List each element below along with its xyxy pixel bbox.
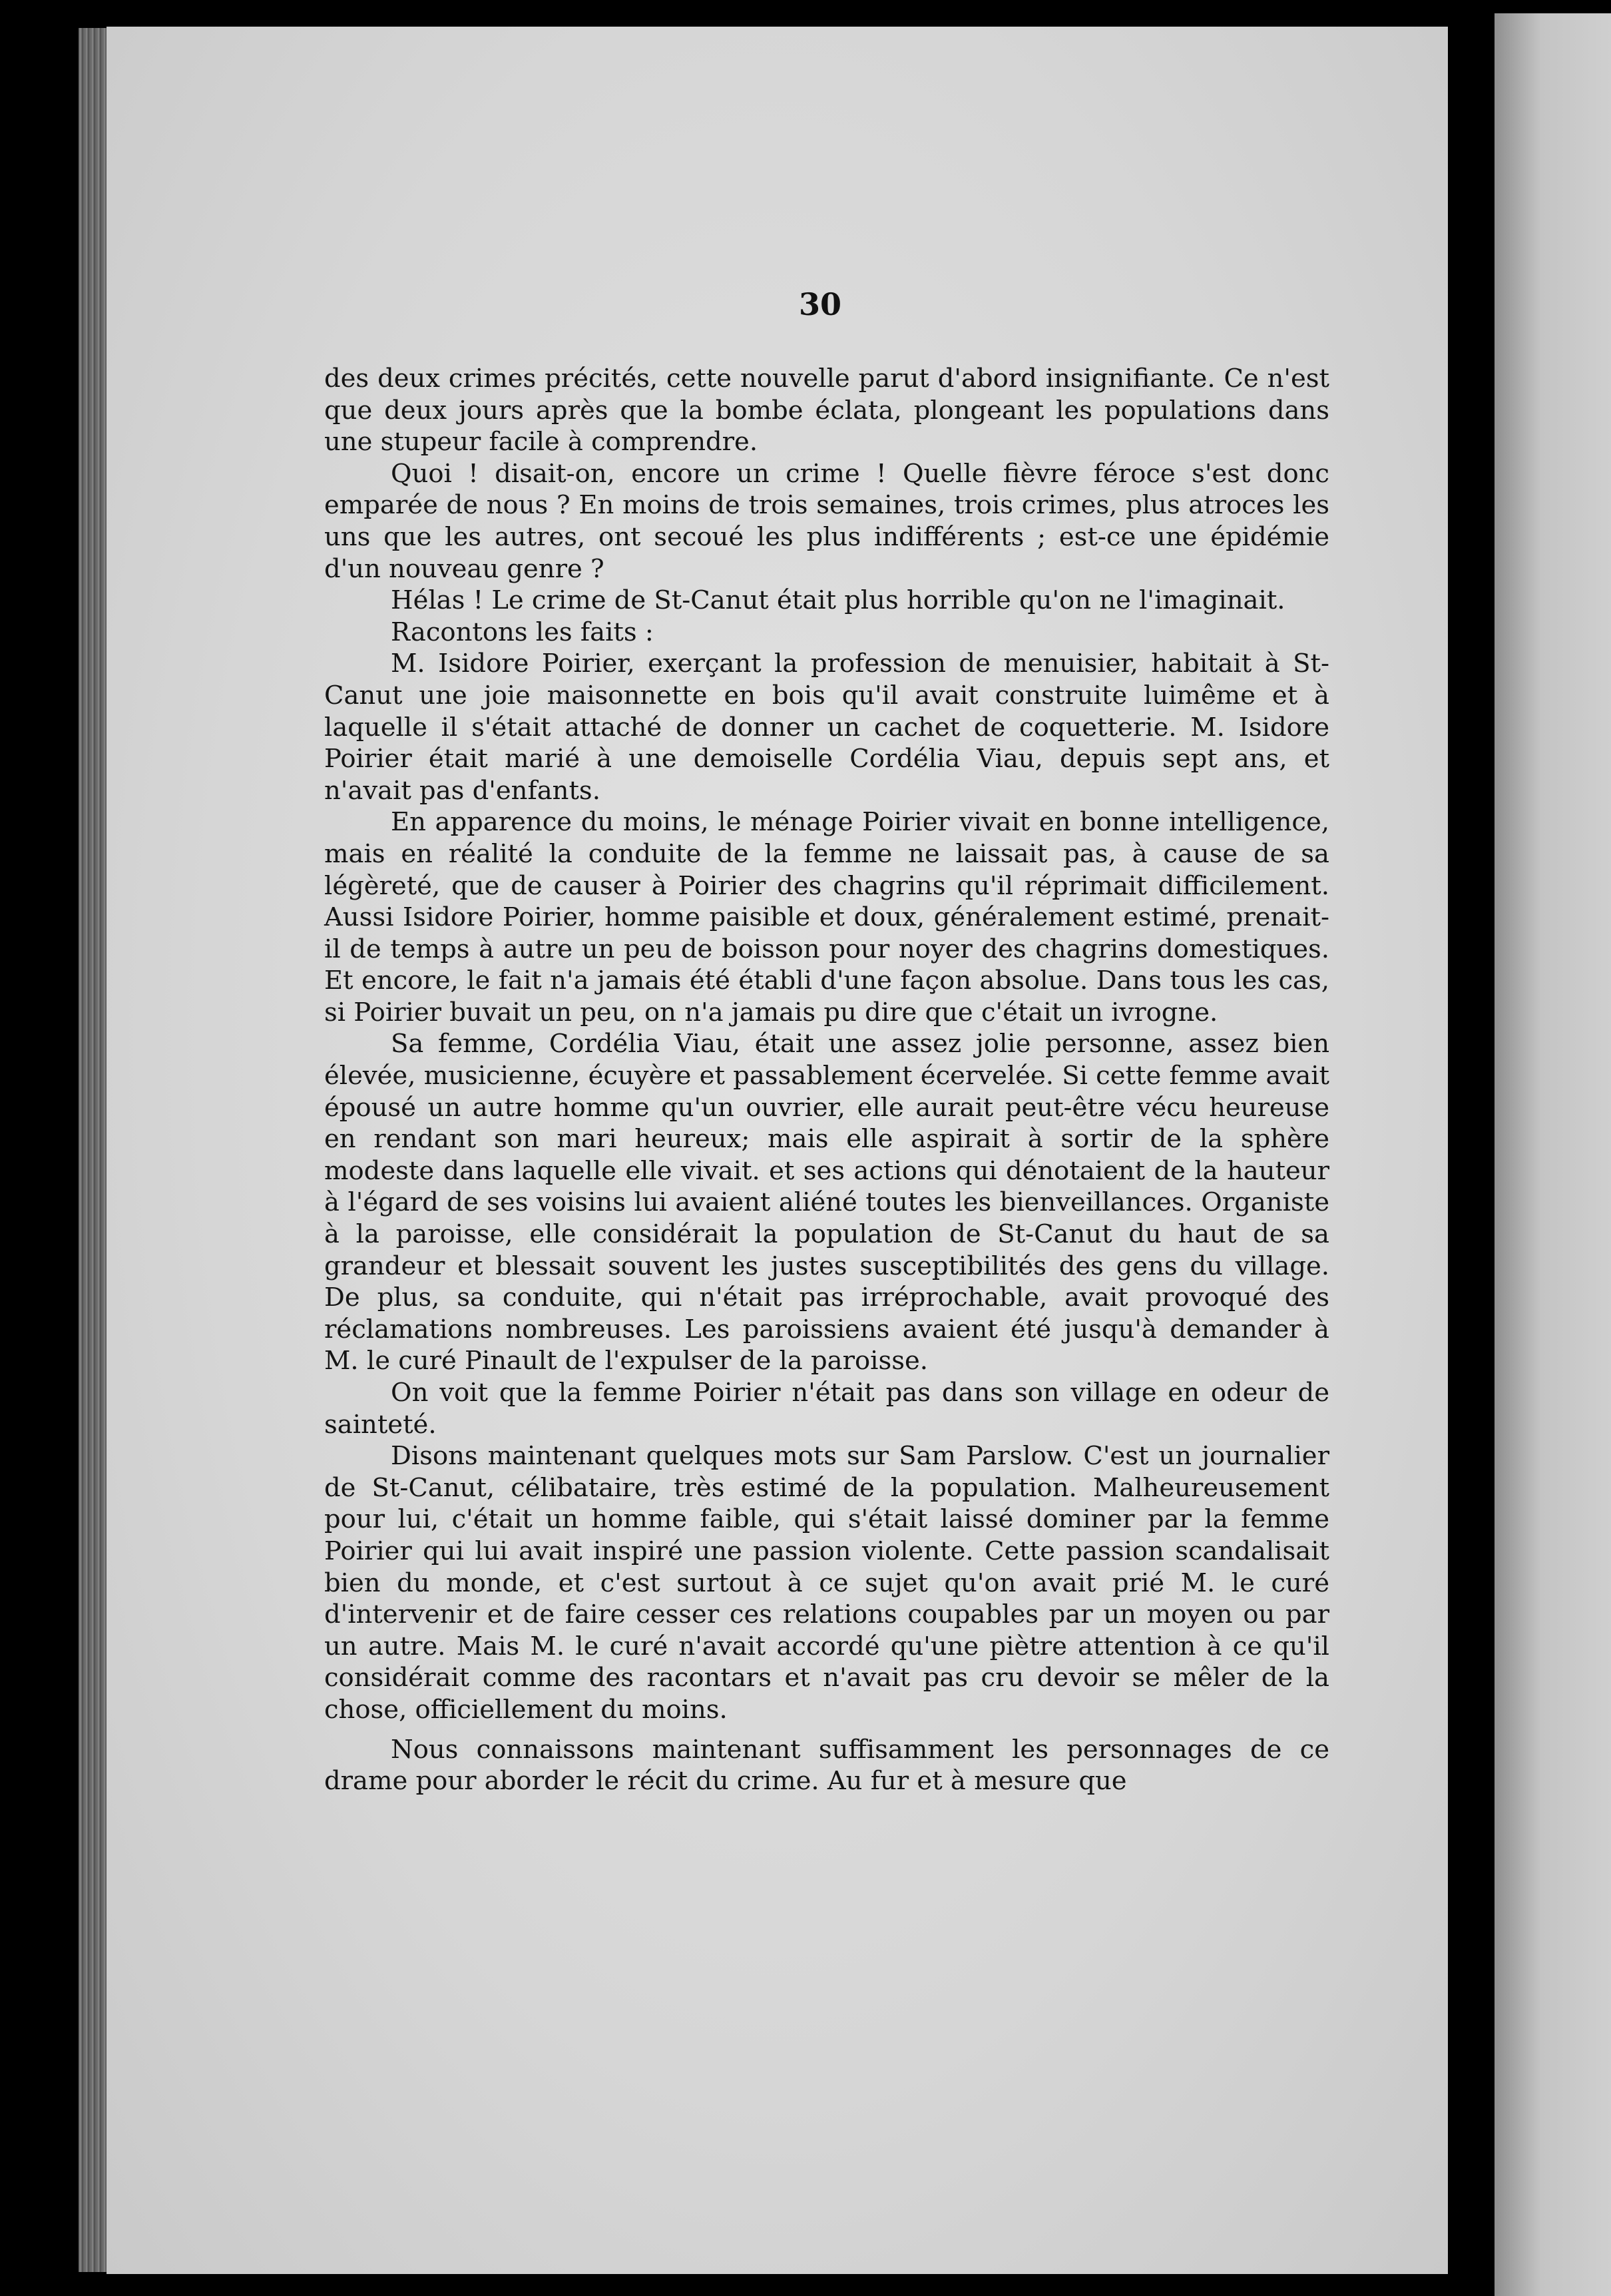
- paragraph: On voit que la femme Poirier n'était pas dans son village en odeur de sainteté.: [324, 1378, 1329, 1440]
- paragraph: En apparence du moins, le ménage Poirier vivait en bonne intelligence, mais en réalité la conduite de la femme ne laissait pas, à cause de sa légèreté, que de causer à Poirier des chagrins qu'il réprimait difficilement. Aussi Isidore Poirier, homme paisible et doux, généralement estimé, prenait-il de temps à autre un peu de boisson pour noyer des chagrins domestiques. Et encore, le fait n'a jamais été établi d'une façon absolue. Dans tous les cas, si Poirier buvait un peu, on n'a jamais pu dire que c'était un ivrogne.: [324, 807, 1329, 1027]
- paragraph: Quoi ! disait-on, encore un crime ! Quelle fièvre féroce s'est donc emparée de nous ? En moins de trois semaines, trois crimes, plus atroces les uns que les autres, ont secoué les plus indifférents ; est-ce une épidémie d'un nouveau genre ?: [324, 458, 1329, 584]
- facing-page-edge: [1495, 13, 1611, 2296]
- book-gutter: [1448, 0, 1495, 2296]
- paragraph: Racontons les faits :: [391, 617, 654, 647]
- paragraph: Nous connaissons maintenant suffisamment les personnages de ce drame pour aborder le récit du crime. Au fur et à mesure que: [324, 1734, 1329, 1797]
- paragraph: Disons maintenant quelques mots sur Sam Parslow. C'est un journalier de St-Canut, célibataire, très estimé de la population. Malheureusement pour lui, c'était un homme faible, qui s'était laissé dominer par la femme Poirier qui lui avait inspiré une passion violente. Cette passion scandalisait bien du monde, et c'est surtout à ce sujet qu'on avait prié M. le curé d'intervenir et de faire cesser ces relations coupables par un moyen ou par un autre. Mais M. le curé n'avait accordé qu'une piètre attention à ce qu'il considérait comme des racontars et n'avait pas cru devoir se mêler de la chose, officiellement du moins.: [324, 1441, 1329, 1725]
- page-number: 30: [799, 286, 842, 322]
- paragraph: Sa femme, Cordélia Viau, était une assez jolie personne, assez bien élevée, musicienne, écuyère et passablement écervelée. Si cette femme avait épousé un autre homme qu'un ouvrier, elle aurait peut-être vécu heureuse en rendant son mari heureux; mais elle aspirait à sortir de la sphère modeste dans laquelle elle vivait. et ses actions qui dénotaient de la hauteur à l'égard de ses voisins lui avaient aliéné toutes les bienveillances. Organiste à la paroisse, elle considérait la population de St-Canut du haut de sa grandeur et blessait souvent les justes susceptibilités des gens du village. De plus, sa conduite, qui n'était pas irréprochable, avait provoqué des réclamations nombreuses. Les paroissiens avaient été jusqu'à demander à M. le curé Pinault de l'expulser de la paroisse.: [324, 1029, 1329, 1376]
- paragraph: Hélas ! Le crime de St-Canut était plus horrible qu'on ne l'imaginait.: [391, 585, 1285, 616]
- body-text: [324, 363, 1329, 1797]
- paragraph: M. Isidore Poirier, exerçant la profession de menuisier, habitait à St-Canut une joie maisonnette en bois qu'il avait construite luimême et à laquelle il s'était attaché de donner un cachet de coquetterie. M. Isidore Poirier était marié à une demoiselle Cordélia Viau, depuis sept ans, et n'avait pas d'enfants.: [324, 649, 1329, 806]
- paragraph: des deux crimes précités, cette nouvelle parut d'abord insignifiante. Ce n'est que deux jours après que la bombe éclata, plongeant les populations dans une stupeur facile à comprendre.: [324, 364, 1329, 457]
